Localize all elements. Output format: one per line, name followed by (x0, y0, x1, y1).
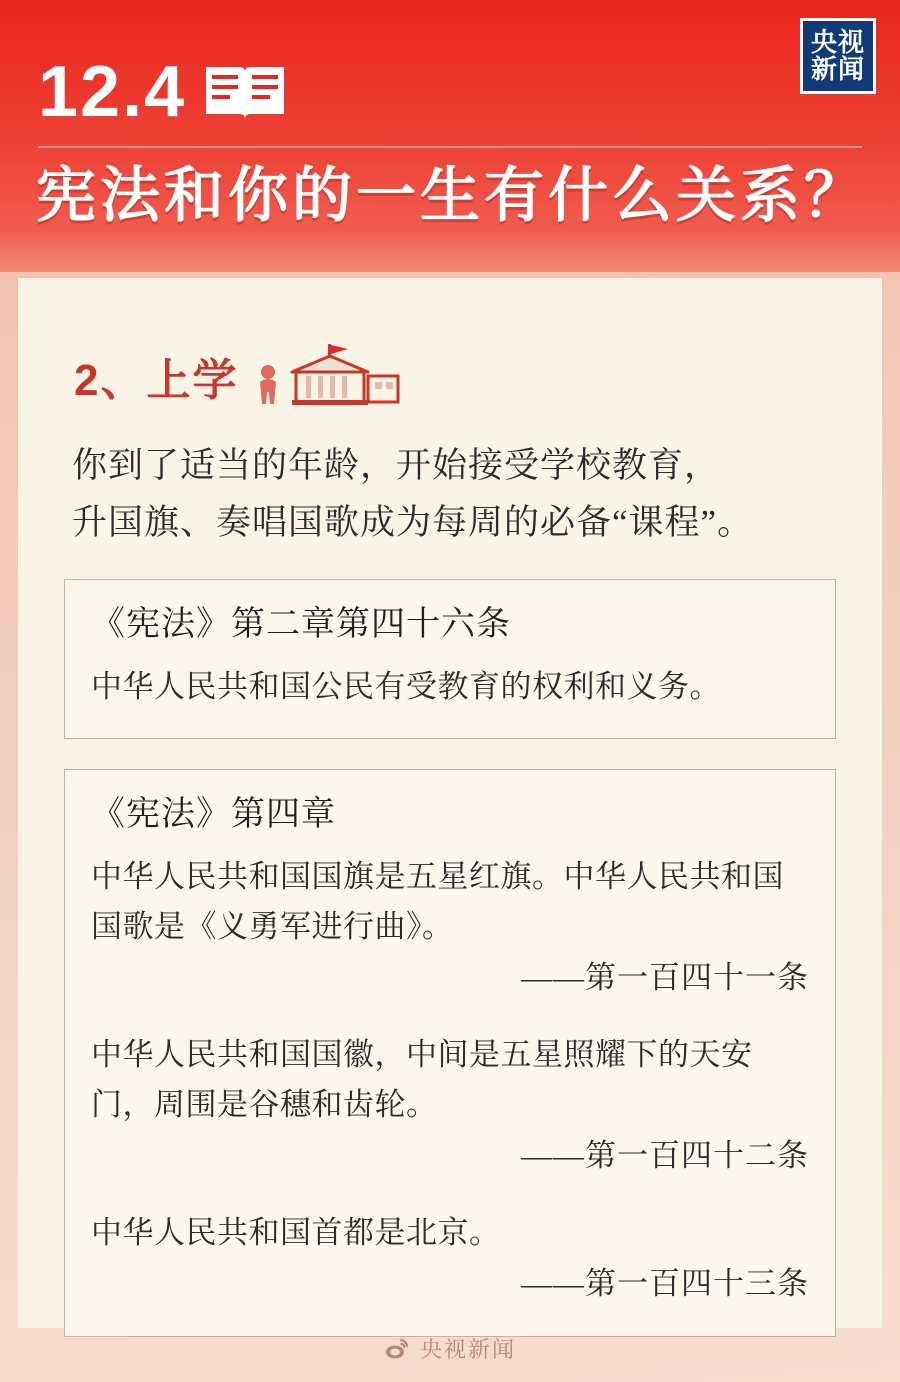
weibo-icon (384, 1336, 410, 1362)
section-header (74, 342, 842, 419)
footer-watermark (0, 1333, 900, 1364)
paragraph-spacer (91, 1004, 809, 1030)
logo-line-1: 央视 (810, 26, 865, 57)
header-divider (38, 146, 862, 148)
lead-paragraph (72, 437, 842, 551)
quote-attribution: ——第一百四十二条 (521, 1138, 809, 1173)
quote-title: 《宪法》第四章 (91, 796, 336, 833)
quote-attribution: ——第一百四十一条 (521, 960, 809, 995)
cctv-news-logo (800, 18, 876, 94)
lead-line-1: 你到了适当的年龄，开始接受学校教育， (72, 446, 721, 485)
school-building-icon (256, 342, 406, 419)
quote-body (91, 852, 809, 1310)
quote-box-article-46 (64, 579, 836, 739)
quote-paragraph: 中华人民共和国国徽，中间是五星照耀下的天安门，周围是谷穗和齿轮。 (91, 1037, 753, 1122)
quote-body (91, 662, 809, 712)
content-card (18, 278, 882, 1328)
lead-line-2: 升国旗、奏唱国歌成为每周的必备“课程”。 (72, 503, 754, 542)
date-row (38, 52, 288, 132)
watermark-label: 央视新闻 (419, 1337, 516, 1362)
quote-paragraph: 中华人民共和国公民有受教育的权利和义务。 (91, 669, 721, 704)
paragraph-spacer (91, 1182, 809, 1208)
quote-box-chapter-4 (64, 769, 836, 1337)
quote-attribution: ——第一百四十三条 (521, 1266, 809, 1301)
quote-title: 《宪法》第二章第四十六条 (91, 606, 511, 643)
date-label: 12.4 (38, 52, 187, 132)
quote-paragraph: 中华人民共和国国旗是五星红旗。中华人民共和国国歌是《义勇军进行曲》。 (91, 859, 784, 944)
quote-paragraph: 中华人民共和国首都是北京。 (91, 1215, 501, 1250)
logo-line-2: 新闻 (810, 54, 865, 84)
page-title: 宪法和你的一生有什么关系？ (36, 162, 868, 229)
open-book-icon (202, 61, 288, 123)
section-title: 2、上学 (74, 355, 239, 405)
